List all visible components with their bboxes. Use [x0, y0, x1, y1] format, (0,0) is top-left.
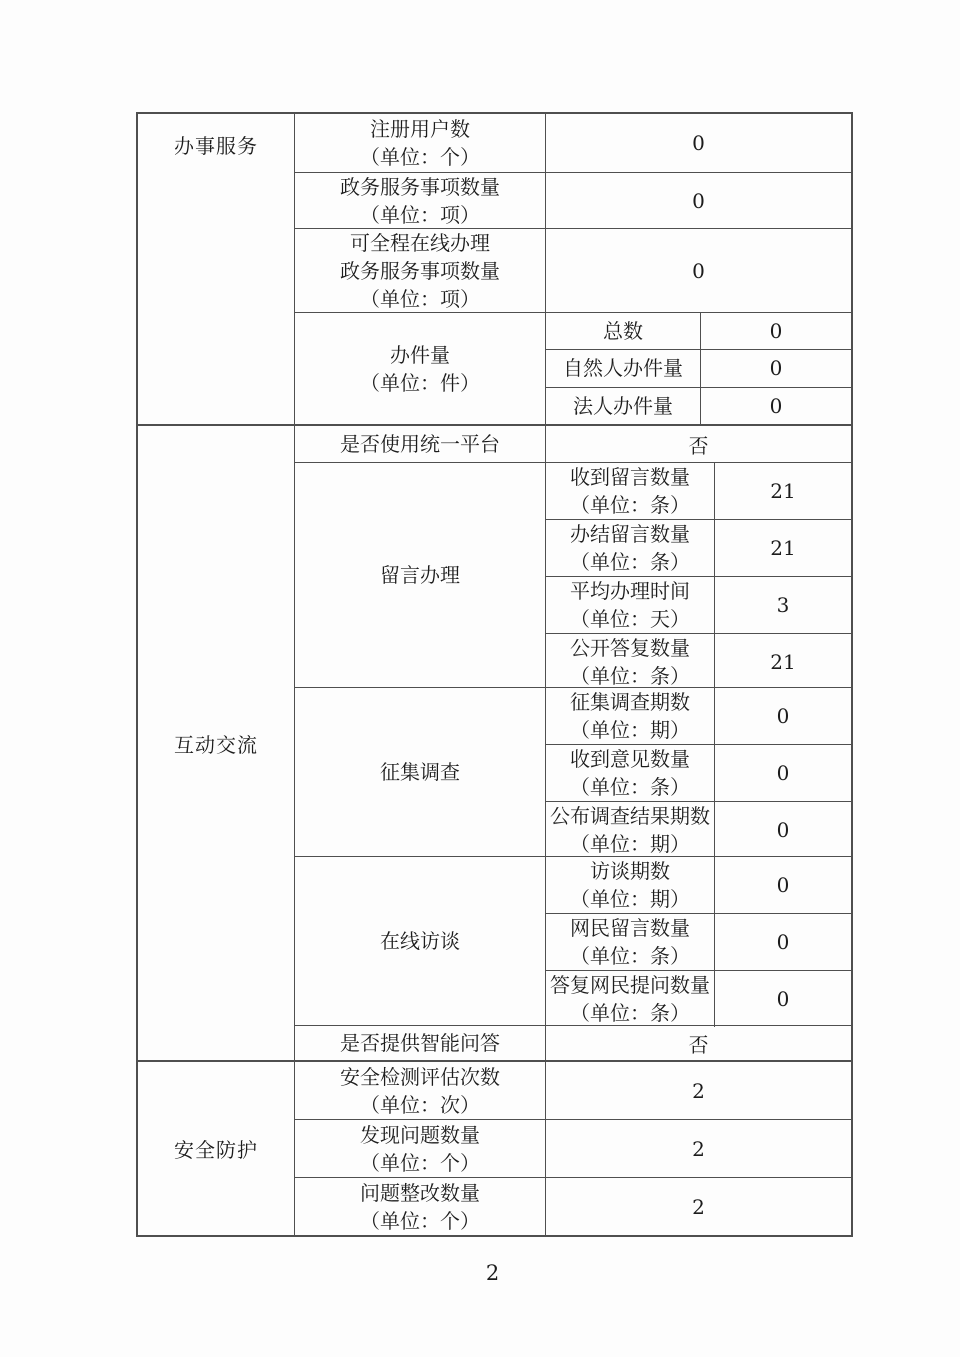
sub-row-label: [546, 313, 701, 349]
section-rows: [295, 426, 851, 1060]
section-security: [138, 1060, 851, 1235]
sub-row-label: [546, 634, 715, 690]
row-label: [295, 1026, 546, 1060]
row-gov-service-items: [295, 172, 851, 228]
sub-rows: [546, 688, 851, 856]
category-label: 安全防护: [174, 1138, 258, 1162]
sub-rows: [546, 857, 851, 1025]
row-label-line: 是否提供智能问答: [340, 1031, 500, 1055]
section-rows: [295, 114, 851, 424]
row-value: 0: [692, 188, 705, 213]
row-label-line: 安全检测评估次数: [340, 1064, 500, 1089]
row-unified-platform: [295, 426, 851, 462]
category-cell-interaction: [138, 426, 295, 1060]
row-label: [295, 173, 546, 228]
row-registered-users: [295, 114, 851, 172]
section-office-services: [138, 114, 851, 424]
row-group-solicitation-survey: [295, 687, 851, 856]
category-label: 互动交流: [174, 732, 258, 757]
group-label-line: 办件量: [390, 342, 450, 367]
sub-row-value: 0: [776, 930, 790, 954]
sub-row-total: [546, 313, 851, 349]
sub-row-label-line: 访谈期数: [590, 859, 670, 883]
sub-row-label-line: （单位：条）: [570, 944, 690, 968]
sub-row-label: [546, 688, 715, 744]
row-value: 否: [688, 433, 709, 458]
sub-row-value: 0: [769, 319, 783, 344]
row-label-line: （单位：项）: [360, 202, 480, 227]
sub-row-label-line: （单位：条）: [570, 493, 690, 517]
row-value: 2: [692, 1078, 705, 1103]
sub-row-messages-received: [546, 463, 851, 519]
sub-row-label-line: 征集调查期数: [570, 690, 690, 714]
group-label: [295, 857, 546, 1025]
row-label-line: （单位：个）: [360, 1150, 480, 1175]
sub-rows: [546, 313, 851, 424]
section-rows: [295, 1062, 851, 1235]
sub-row-label: [546, 350, 701, 386]
sub-row-label-line: 收到留言数量: [570, 465, 690, 489]
sub-row-messages-completed: [546, 519, 851, 576]
sub-row-label-line: 自然人办件量: [563, 356, 683, 381]
row-value: 2: [692, 1136, 705, 1161]
row-label-line: （单位：个）: [360, 1208, 480, 1233]
sub-row-natural-person: [546, 349, 851, 386]
row-label-line: （单位：项）: [360, 286, 480, 311]
row-label-line: 发现问题数量: [360, 1122, 480, 1147]
sub-row-public-replies: [546, 633, 851, 690]
page-number: 2: [485, 1261, 500, 1285]
sub-row-value: 0: [776, 704, 790, 728]
sub-row-label-line: 公开答复数量: [570, 636, 690, 660]
sub-row-label: [546, 520, 715, 576]
row-value: 2: [692, 1194, 705, 1219]
row-label-line: 问题整改数量: [360, 1180, 480, 1205]
sub-row-legal-person: [546, 387, 851, 424]
sub-row-value: 21: [770, 536, 796, 560]
sub-row-value: 0: [776, 761, 790, 785]
annual-report-table: [136, 112, 853, 1237]
row-label-line: 政务服务事项数量: [340, 258, 500, 283]
sub-row-value: 0: [769, 356, 783, 381]
row-group-online-interview: [295, 856, 851, 1025]
category-cell-office-services: [138, 114, 295, 424]
sub-row-label-line: 法人办件量: [573, 393, 673, 418]
row-group-message-handling: [295, 462, 851, 687]
sub-row-label: [546, 914, 715, 970]
sub-row-netizen-messages: [546, 913, 851, 970]
sub-row-label-line: （单位：天）: [570, 607, 690, 631]
sub-row-label: [546, 463, 715, 519]
row-problems-found: [295, 1119, 851, 1177]
row-label: [295, 426, 546, 462]
sub-row-value: 0: [776, 987, 790, 1011]
sub-row-label-line: 平均办理时间: [570, 579, 690, 603]
group-label: [295, 463, 546, 687]
category-cell-security: [138, 1062, 295, 1235]
sub-row-label-line: （单位：期）: [570, 718, 690, 742]
row-group-case-volume: [295, 312, 851, 424]
sub-row-label-line: 收到意见数量: [570, 747, 690, 771]
group-label-line: 留言办理: [380, 563, 460, 587]
sub-row-label-line: 网民留言数量: [570, 916, 690, 940]
group-label-line: 征集调查: [380, 760, 460, 784]
group-label-line: （单位：件）: [360, 370, 480, 395]
row-label: [295, 1120, 546, 1177]
row-online-processable-items: [295, 228, 851, 312]
sub-row-questions-answered: [546, 970, 851, 1027]
sub-row-label: [546, 971, 715, 1027]
row-label-line: （单位：个）: [360, 145, 480, 169]
row-label-line: 是否使用统一平台: [340, 432, 500, 456]
row-value: 否: [688, 1032, 709, 1057]
sub-row-label-line: （单位：条）: [570, 550, 690, 574]
sub-row-label: [546, 577, 715, 633]
row-security-assessments: [295, 1062, 851, 1119]
sub-row-label-line: （单位：期）: [570, 832, 690, 856]
sub-row-label: [546, 745, 715, 801]
section-interaction: [138, 424, 851, 1060]
sub-row-label-line: （单位：条）: [570, 1001, 690, 1025]
row-label-line: 注册用户数: [370, 117, 470, 141]
sub-row-label-line: （单位：期）: [570, 887, 690, 911]
sub-row-value: 3: [776, 593, 790, 617]
sub-row-value: 21: [770, 650, 796, 674]
sub-row-label-line: 公布调查结果期数: [550, 804, 710, 828]
sub-row-value: 0: [776, 818, 790, 842]
row-label-line: （单位：次）: [360, 1092, 480, 1117]
sub-row-value: 0: [769, 393, 783, 418]
row-label: [295, 114, 546, 172]
row-label: [295, 229, 546, 312]
sub-row-value: 21: [770, 479, 796, 503]
sub-row-value: 0: [776, 873, 790, 897]
row-problems-rectified: [295, 1177, 851, 1235]
sub-rows: [546, 463, 851, 687]
sub-row-label-line: （单位：条）: [570, 664, 690, 688]
group-label: [295, 313, 546, 424]
sub-row-survey-results-published: [546, 801, 851, 858]
row-value: 0: [692, 258, 705, 283]
row-label-line: 政务服务事项数量: [340, 174, 500, 199]
sub-row-survey-periods: [546, 688, 851, 744]
sub-row-label-line: 总数: [603, 319, 643, 344]
group-label-line: 在线访谈: [380, 929, 460, 953]
sub-row-opinions-received: [546, 744, 851, 801]
sub-row-average-handling-time: [546, 576, 851, 633]
row-intelligent-qa: [295, 1025, 851, 1060]
row-value: 0: [692, 131, 705, 155]
sub-row-label: [546, 388, 701, 424]
sub-row-label: [546, 802, 715, 858]
row-label: [295, 1062, 546, 1119]
category-label: 办事服务: [174, 134, 258, 158]
row-label-line: 可全程在线办理: [350, 230, 490, 255]
sub-row-label: [546, 857, 715, 913]
sub-row-interview-periods: [546, 857, 851, 913]
sub-row-label-line: 办结留言数量: [570, 522, 690, 546]
group-label: [295, 688, 546, 856]
row-label: [295, 1178, 546, 1235]
sub-row-label-line: （单位：条）: [570, 775, 690, 799]
sub-row-label-line: 答复网民提问数量: [550, 973, 710, 997]
